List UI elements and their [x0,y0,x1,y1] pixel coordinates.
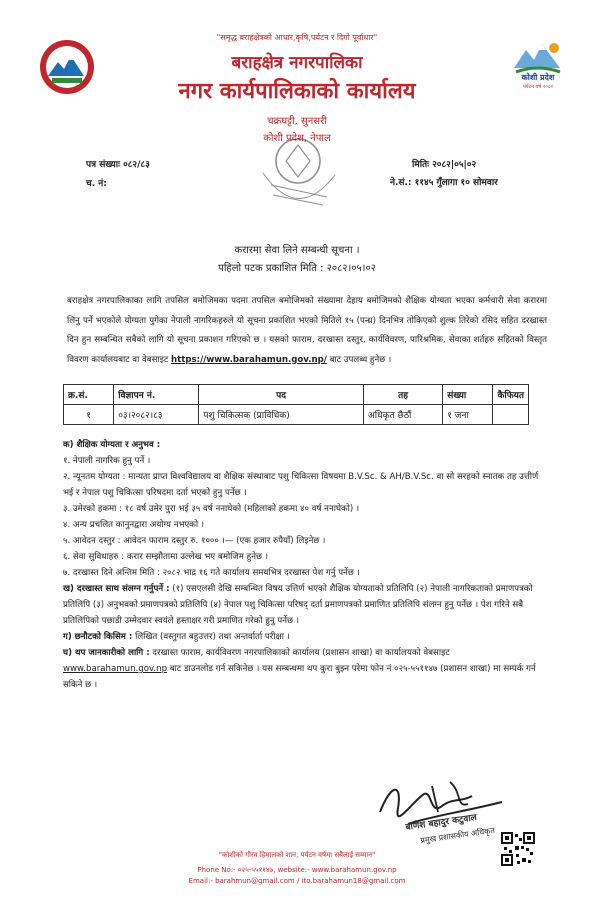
col-header-ad-no: विज्ञापन नं. [114,385,199,405]
qualification-item: २. न्यूनतम योग्यता : मान्यता प्राप्त विश्वविद्यालय वा शैक्षिक संस्थाबाट पशु चिकित्सा विषयमा B.V.Sc. & AH/B.V.Sc. वा सो सरहको स्नातक तह उत्तीर्ण भई र नेपाल पशु चिकित्सा परिषदमा दर्ता भएको हुनु पर्नेछ । [63,472,539,498]
published-date: पहिलो पटक प्रकाशित मिति : २०८२।०५।०२ [218,263,376,274]
qualifications-heading: क) शैक्षिक योग्यता र अनुभव : [63,440,161,450]
footer-phone: Phone No:- ०२५-५५११४७, website:- www.barahamun.gov.np [197,866,397,874]
office-title-line2: नगर कार्यपालिकाको कार्यालय [178,79,416,104]
notice-title: करारमा सेवा लिने सम्बन्धी सूचना । [234,245,360,256]
documents-text: (१) एसएलसी देखि सम्बन्धित विषय उत्तिर्ण भएको शैक्षिक योग्यताको प्रतिलिपि (२) नेपाली नागरिकताको प्रमाणपत्रको प्रतिलिपि (३) अनुभवको प्रमाणपत्रको प्रतिलिपि (४) नेपाल पशु चिकित्सा परिषद् दर्ता प्रमाणपत्रको प्रमाणित प्रतिलिपि संलग्न हुनु पर्नेछ । पेश गरिने सबै प्रतिलिपिको पछाडी उम्मेदवार स्वयंले हस्ताक्षर गरी प्रमाणित गरेको हुनु पर्नेछ । [63,584,533,626]
col-header-post: पद [199,385,364,405]
right-logo-text: कोशी प्रदेश [521,73,555,82]
footer-email: Email:- barahmun@gmail.com / ito.barahamun18@gmail.com [188,877,406,885]
cell-remarks [493,405,529,425]
qualification-item: ७. दरखास्त दिने अन्तिम मिति : २०८२ भाद्र १६ गते कार्यालय समयभित्र दरखास्त पेश गर्नु पर्नेछ । [63,568,360,578]
signatory-designation: प्रमुख प्रशासकीय अधिकृत [419,825,496,846]
qr-code-icon[interactable] [501,832,535,866]
contact-paragraph [63,645,539,693]
qualification-item: ४. अन्य प्रचलित कानुनद्वारा अयोग्य नभएको । [63,520,205,530]
cell-level: अधिकृत छैठौं [363,405,442,425]
letter-date: मितिः २०८२|०५|०२ [412,160,477,170]
qualification-item: १. नेपाली नागरिक हुनु पर्ने । [63,456,151,466]
cell-post: पशु चिकित्सक (प्राविधिक) [199,405,364,425]
selection-text: लिखित (वस्तुगत बहुउत्तर) तथा अन्तर्वार्ता परीक्षा । [132,632,290,642]
qualifications-section [63,437,539,693]
qualification-item: ५. आवेदन दस्तुर : आवेदन फाराम दस्तुर रु. १००० ।— (एक हजार रुपैयाँ) लिइनेछ । [63,536,326,546]
signatory-name: बाणेश बहादुर कटुवाल [404,813,478,833]
col-header-count: संख्या [443,385,493,405]
header-slogan: "समृद्ध बराहक्षेत्रको आधार,कृषि,पर्यटन र दिगो पूर्वाधार" [216,33,378,42]
contact-text1: दरखास्त फाराम, कार्यविवरण नगरपालिकाको कार्यालय (प्रशासन शाखा) वा कार्यालयको वेबसाइट [149,648,450,658]
vacancy-table [63,384,529,425]
paragraph-text: बराहक्षेत्र नगरपालिकाका लागि तपसिल बमोजिमका पदमा तपसिल बमोजिमको संख्यामा देहाय बमोजिमको शैक्षिक योग्यता भएका कर्मचारी सेवा करारमा लिनु पर्ने भएकोले योग्यता पुगेका नेपाली नागरिकहरुले यो सूचना प्रकाशित भएको मितिले १५ (पन्ध्र) दिनभित्र तोकिएको शुल्क तिरेको रसिद सहित दरखास्त दिन हुन सम्बन्धित सबैको लागि यो सूचना प्रकाशन गरिएको छ । यसको फाराम, दरखास्त दस्तुर, कार्यविवरण, पारिश्रमिक, सेवाका शर्तहरु सहितको विस्तृत विवरण कार्यालयबाट वा वेबसाइट [67,296,547,365]
office-stamp [243,113,353,223]
paragraph-end: बाट उपलब्ध हुनेछ । [326,354,392,365]
table-header-row [64,385,529,405]
contact-text2: बाट डाउनलोड गर्न सकिनेछ । यस सम्बन्धमा थप कुरा बुझ्न परेमा फोन नं ०२५-५५११४७ (प्रशासन शाखा) मा सम्पर्क गर्न सकिने छ । [63,664,536,690]
dispatch-number: च. नं: [86,179,107,189]
col-header-level: तह [363,385,442,405]
cell-count: १ जना [443,405,493,425]
table-row [64,405,529,425]
notice-paragraph [67,292,547,370]
selection-heading: ग) छनौटको किसिम : [63,632,133,642]
footer-motto: "कोशीको गौरव हिमालको शान, पर्यटन वर्षमा सबैलाई सम्मान" [218,851,376,859]
address-line2: कोशी प्रदेश, नेपाल [263,133,331,144]
qualification-item: ३. उमेरको हकमा : १८ वर्ष उमेर पुरा भई ३५ वर्ष ननाघेको (महिलाको हकमा ४० वर्ष ननाघेको) । [63,504,360,514]
office-title-line1: बराहक्षेत्र नगरपालिका [231,53,363,73]
contact-website-link[interactable]: www.barahamun.gov.np [63,664,168,674]
cell-ad-no: ०३।२०८२।८३ [114,405,199,425]
contact-heading: घ) थप जानकारीको लागि : [63,648,150,658]
right-logo-subtext: पर्यटन वर्ष २०८२ [522,84,554,90]
selection-paragraph [63,629,539,645]
address-line1: चक्रघट्टी, सुनसरी [267,116,327,127]
letter-number: पत्र संख्याः ०८२/८३ [86,160,150,170]
col-header-remarks: कैफियत [493,385,529,405]
qualification-item: ६. सेवा सुविधाहरु : करार सम्झौतामा उल्लेख भए बमोजिम हुनेछ । [63,552,269,562]
documents-heading: ख) दरखास्त साथ संलग्न गर्नुपर्ने : [63,584,170,594]
nepal-sambat-date: ने.सं.: ११४५ गुँलागा १० सोमवार [390,178,498,188]
documents-paragraph [63,581,539,629]
col-header-sn: क्र.सं. [64,385,114,405]
website-link[interactable]: https://www.barahamun.gov.np/ [171,354,327,365]
cell-sn: १ [64,405,114,425]
